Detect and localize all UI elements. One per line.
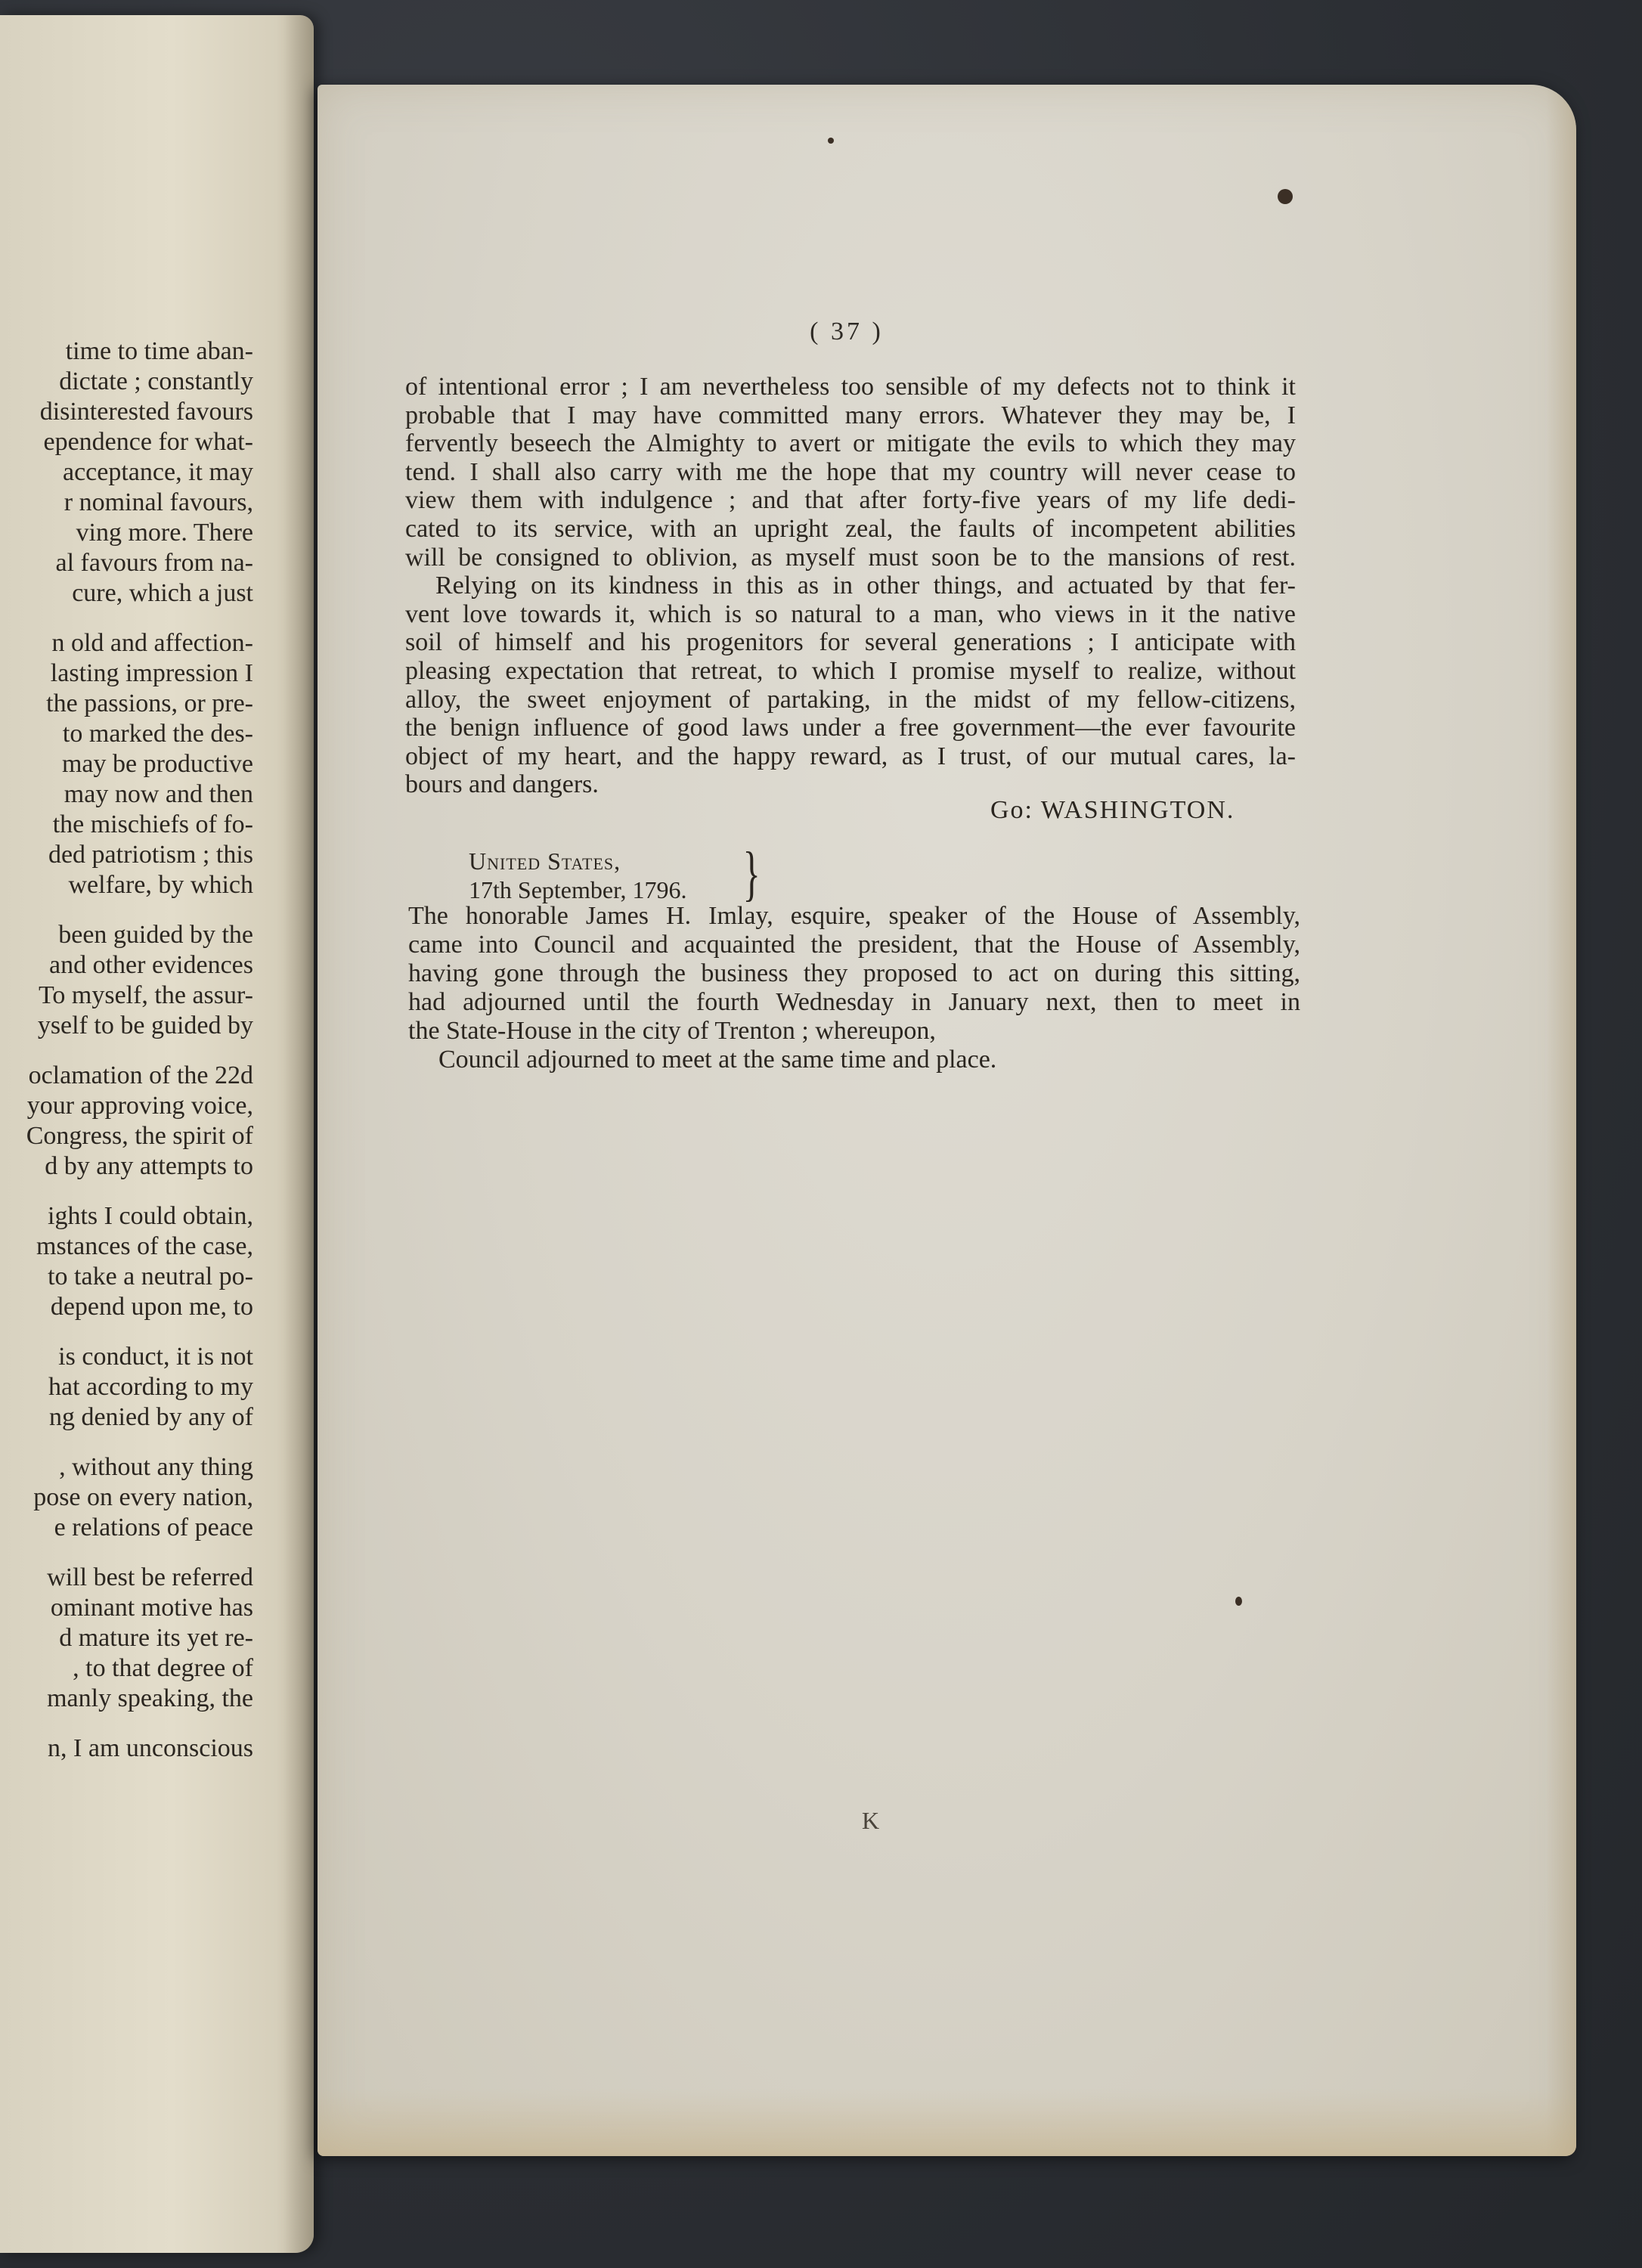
washington-signature: Go: WASHINGTON. <box>990 796 1235 824</box>
text-line: pleasing expectation that retreat, to which I promise myself to realize, without <box>405 656 1296 685</box>
left-page-text <box>0 336 253 1764</box>
left-page-line: n old and affection- <box>51 629 253 657</box>
left-page-line: To myself, the assur- <box>39 981 253 1009</box>
left-page-gutter-shadow <box>283 15 314 2253</box>
dateline <box>469 847 686 904</box>
page-bottom-staining <box>318 2088 1576 2156</box>
text-line: view them with indulgence ; and that after forty-five years of my life dedi- <box>405 486 1296 515</box>
text-line: tend. I shall also carry with me the hope that my country will never cease to <box>405 457 1296 486</box>
foxing-spot <box>1278 189 1293 204</box>
left-page-line: al favours from na- <box>55 549 253 577</box>
text-line: vent love towards it, which is so natural to a man, who views in it the native <box>405 600 1296 628</box>
left-page-line: oclamation of the 22d <box>28 1061 253 1089</box>
text-line: had adjourned until the fourth Wednesday in January next, then to meet in <box>408 988 1300 1016</box>
left-page-line: e relations of peace <box>54 1514 253 1541</box>
left-page-line: to marked the des- <box>62 720 253 748</box>
text-line: the benign influence of good laws under a free government—the ever favourite <box>405 714 1296 742</box>
left-page-line <box>0 1543 253 1563</box>
left-page-line: d mature its yet re- <box>59 1624 253 1652</box>
left-page-line: welfare, by which <box>68 871 253 899</box>
left-page-line: r nominal favours, <box>64 488 253 516</box>
text-line: probable that I may have committed many errors. Whatever they may be, I <box>405 401 1296 429</box>
left-page-line: been guided by the <box>58 921 253 949</box>
left-page-line: acceptance, it may <box>62 458 253 486</box>
text-line: alloy, the sweet enjoyment of partaking, in the midst of my fellow-citizens, <box>405 685 1296 714</box>
signature-mark: K <box>862 1807 880 1834</box>
closing-paragraph-2 <box>405 572 1296 799</box>
left-page-line: disinterested favours <box>39 398 253 426</box>
page-edge-shading <box>1546 85 1576 2156</box>
text-line: of intentional error ; I am nevertheless too sensible of my defects not to think it <box>405 373 1296 401</box>
left-page-line <box>0 1041 253 1061</box>
foxing-spot <box>1235 1597 1242 1606</box>
text-line: fervently beseech the Almighty to avert or mitigate the evils to which they may <box>405 429 1296 458</box>
left-page-line: n, I am unconscious <box>48 1734 253 1762</box>
left-page-line <box>0 1433 253 1452</box>
text-line: bours and dangers. <box>405 770 599 799</box>
council-minutes <box>408 902 1300 1074</box>
text-line: The honorable James H. Imlay, esquire, speaker of the House of Assembly, <box>408 902 1300 930</box>
text-line: soil of himself and his progenitors for several generations ; I anticipate with <box>405 628 1296 657</box>
left-page-line: will best be referred <box>47 1563 253 1591</box>
text-line: Relying on its kindness in this as in other things, and actuated by that fer- <box>435 572 1296 600</box>
left-page-line: and other evidences <box>49 951 253 979</box>
left-page-line: dictate ; constantly <box>59 367 253 395</box>
left-page-line: cure, which a just <box>72 579 253 607</box>
page-number: ( 37 ) <box>810 318 884 345</box>
dateline-place: United States, <box>469 847 621 875</box>
text-line: having gone through the business they proposed to act on during this sitting, <box>408 959 1300 987</box>
left-page-line: mstances of the case, <box>36 1232 253 1260</box>
council-paragraph <box>408 902 1300 1046</box>
left-page-line: ependence for what- <box>43 428 253 456</box>
left-page-line <box>0 1714 253 1734</box>
left-page-line: is conduct, it is not <box>58 1343 253 1371</box>
text-line: the State-House in the city of Trenton ; whereupon, <box>408 1017 936 1045</box>
council-closing-line: Council adjourned to meet at the same time and place. <box>438 1046 997 1074</box>
left-page-line: time to time aban- <box>65 337 253 365</box>
left-page-line: ded patriotism ; this <box>48 841 253 869</box>
left-page-line: hat according to my <box>48 1373 253 1401</box>
left-page-line: your approving voice, <box>26 1092 253 1120</box>
left-page-line: , to that degree of <box>73 1654 253 1682</box>
left-page-line: pose on every nation, <box>33 1483 253 1511</box>
left-page-line: ights I could obtain, <box>48 1202 253 1230</box>
left-page-line <box>0 1182 253 1201</box>
left-page-line: lasting impression I <box>50 659 253 687</box>
dateline-brace: } <box>742 841 761 907</box>
closing-paragraph-1 <box>405 373 1296 572</box>
foxing-spot <box>828 138 834 144</box>
left-page-line <box>0 900 253 920</box>
left-page-line: , without any thing <box>59 1453 253 1481</box>
text-line: object of my heart, and the happy reward, as I trust, of our mutual cares, la- <box>405 742 1296 770</box>
text-line: will be consigned to oblivion, as myself must soon be to the mansions of rest. <box>405 543 1296 572</box>
left-page-line: yself to be guided by <box>37 1012 253 1040</box>
text-line: cated to its service, with an upright zeal, the faults of incompetent abilities <box>405 514 1296 543</box>
left-facing-page <box>0 15 314 2253</box>
left-page-line: the mischiefs of fo- <box>52 810 253 838</box>
left-page-line <box>0 1322 253 1342</box>
left-page-line: ving more. There <box>76 519 253 547</box>
left-page-line: the passions, or pre- <box>46 689 253 717</box>
left-page-line: manly speaking, the <box>47 1684 253 1712</box>
text-line: came into Council and acquainted the president, that the House of Assembly, <box>408 931 1300 959</box>
left-page-line: d by any attempts to <box>45 1152 253 1180</box>
left-page-line: ominant motive has <box>50 1594 253 1622</box>
left-page-line: may be productive <box>61 750 253 778</box>
address-text <box>405 373 1296 799</box>
left-page-line <box>0 609 253 628</box>
left-page-line: ng denied by any of <box>48 1403 253 1431</box>
left-page-line: to take a neutral po- <box>48 1263 253 1290</box>
left-page-line: may now and then <box>64 780 253 808</box>
dateline-date: 17th September, 1796. <box>469 876 687 903</box>
left-page-line: depend upon me, to <box>50 1293 253 1321</box>
left-page-line: Congress, the spirit of <box>26 1122 253 1150</box>
